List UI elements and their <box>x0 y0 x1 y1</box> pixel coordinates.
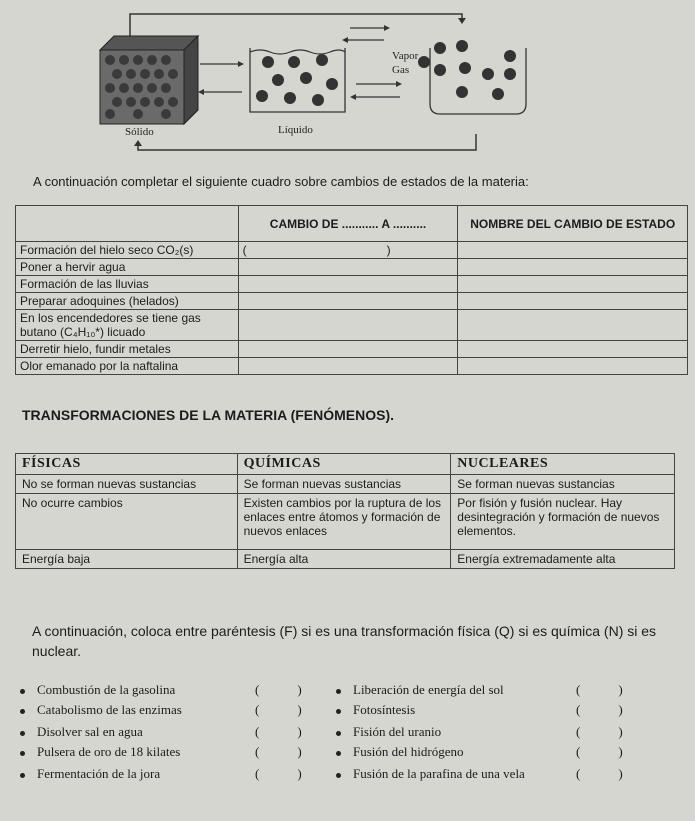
table-row: Olor emanado por la naftalina <box>16 358 688 375</box>
table-row: No se forman nuevas sustancias Se forman nuevas sustancias Se forman nuevas sustancias <box>16 475 675 494</box>
transformations-table <box>15 453 675 569</box>
t1-header-change: CAMBIO DE ........... A .......... <box>238 206 458 242</box>
solid-cube-icon <box>100 36 198 124</box>
answer-field[interactable]: ( ) <box>255 682 302 697</box>
label-gas: Gas <box>392 64 410 76</box>
label-vapor: Vapor <box>392 50 419 62</box>
list-item: Combustión de la gasolina <box>20 682 175 698</box>
states-diagram <box>0 0 695 170</box>
change-input-cell[interactable] <box>238 259 458 276</box>
t2-header-nuclear: NUCLEARES <box>451 454 675 475</box>
change-input-cell[interactable] <box>238 358 458 375</box>
answer-field[interactable]: ( ) <box>576 682 623 697</box>
table-row: Derretir hielo, fundir metales <box>16 341 688 358</box>
list-item: Fusión del hidrógeno <box>336 744 464 760</box>
intro-2: A continuación, coloca entre paréntesis (F) si es una transformación física (Q) si es química (N) si es nuclear. <box>32 623 657 659</box>
state-changes-table <box>15 205 688 375</box>
answer-field[interactable]: ( ) <box>576 724 623 739</box>
table-row: Preparar adoquines (helados) <box>16 293 688 310</box>
t2-header-physical: FÍSICAS <box>16 454 238 475</box>
change-input-cell[interactable] <box>238 293 458 310</box>
list-item: Fisión del uranio <box>336 724 441 740</box>
liquid-container-icon <box>250 48 345 112</box>
t2-header-chemical: QUÍMICAS <box>237 454 451 475</box>
answer-field[interactable]: ( ) <box>576 702 623 717</box>
answer-field[interactable]: ( ) <box>255 766 302 781</box>
name-input-cell[interactable] <box>458 358 688 375</box>
answer-field[interactable]: ( ) <box>255 724 302 739</box>
name-input-cell[interactable] <box>458 259 688 276</box>
list-item: Pulsera de oro de 18 kilates <box>20 744 180 760</box>
name-input-cell[interactable] <box>458 276 688 293</box>
name-input-cell[interactable] <box>458 341 688 358</box>
name-input-cell[interactable] <box>458 310 688 341</box>
deposition-arrow <box>138 134 476 150</box>
t1-header-empty <box>16 206 239 242</box>
change-input-cell[interactable] <box>238 310 458 341</box>
change-input-cell[interactable] <box>238 276 458 293</box>
label-liquid: Líquido <box>278 124 313 136</box>
table-row: Formación de las lluvias <box>16 276 688 293</box>
list-item: Fusión de la parafina de una vela <box>336 766 525 782</box>
intro-1: A continuación completar el siguiente cuadro sobre cambios de estados de la materia: <box>33 174 529 189</box>
answer-field[interactable]: ( ) <box>255 744 302 759</box>
name-input-cell[interactable] <box>458 242 688 259</box>
table-row: Poner a hervir agua <box>16 259 688 276</box>
list-item: Catabolismo de las enzimas <box>20 702 182 718</box>
table-row: En los encendedores se tiene gas butano (C₄H₁₀*) licuado <box>16 310 688 341</box>
table-row: Formación del hielo seco CO₂(s) ( ) <box>16 242 688 259</box>
list-item: Liberación de energía del sol <box>336 682 504 698</box>
table-row: Energía baja Energía alta Energía extremadamente alta <box>16 550 675 569</box>
gas-container-icon <box>418 40 526 114</box>
change-input-cell[interactable] <box>238 341 458 358</box>
answer-field[interactable]: ( ) <box>255 702 302 717</box>
answer-field[interactable]: ( ) <box>576 766 623 781</box>
label-solid: Sólido <box>125 126 154 138</box>
t1-header-name: NOMBRE DEL CAMBIO DE ESTADO <box>458 206 688 242</box>
list-item: Fotosíntesis <box>336 702 415 718</box>
answer-field[interactable]: ( ) <box>576 744 623 759</box>
name-input-cell[interactable] <box>458 293 688 310</box>
section-title: TRANSFORMACIONES DE LA MATERIA (FENÓMENOS). <box>22 407 395 423</box>
change-input-cell[interactable]: ( ) <box>238 242 458 259</box>
table-row: No ocurre cambios Existen cambios por la ruptura de los enlaces entre átomos y formación de nuevos enlaces Por fisión y fusión nuclear. Hay desintegración y formación de nuevos elementos. <box>16 494 675 550</box>
list-item: Fermentación de la jora <box>20 766 160 782</box>
list-item: Disolver sal en agua <box>20 724 143 740</box>
